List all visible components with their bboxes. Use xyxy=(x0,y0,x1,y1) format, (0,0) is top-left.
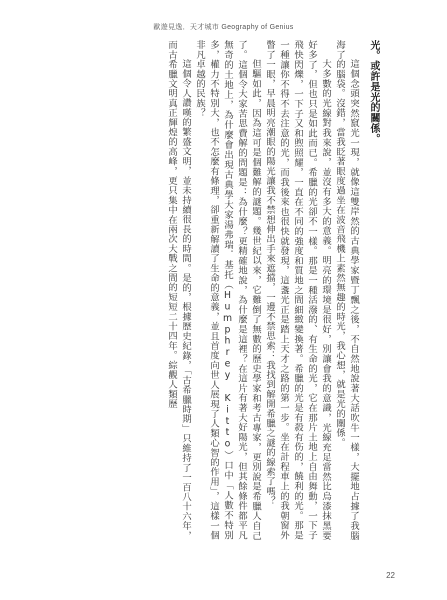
paragraph: 但驅如此，因為這可是個難解的謎題。幾世紀以來，它難倒了無數的歷史學家和考古專家，更別說是希臘人自己了。這個令大家苦思費解的問題是：為什麼？更精確地說，為什麼是這裡？在這片有著大好陽光，但其餘條件都平凡無奇的土地上，為什麼會出現古典學大家湯弗瑞．基托（Humphrey Kitto）口中「人數不特別多，權力不特別大，也不怎麼有條理，卻重新解讀了生命的意義，並且首度向世人展現了人類心智的作用」，這樣一個非凡卓越的民族？ xyxy=(194,40,261,540)
running-head: 歐遊見逸．天才城市 Geography of Genius xyxy=(153,24,294,31)
paragraph: 大多數的光線對我來說，並沒有多大的意義。明亮的環境是很好，別讓會我的意識，光線充足當然比烏漆抹黑要好多了，但也只是如此而已。希臘的光卻不一樣。那是一種活潑的、有生命的光，它在那片土地上自由舞動，一下子飛快閃爍，一下子又和煦照耀，一直在不同的強度和質地之間細緻變換著。希臘的光是有殺有伤的，饒利的光。那是一種讓你不得不去注意的光，而我後來也很快就發現，這盞光正是踏上天才之路的第一步。坐在計程車上的我朝窗外瞥了一眼，早晨明亮潮眼的陽光讓我不禁想伸出手來遮擋，一邊不禁思索：我找到解開希臘之謎的線索了嗎？ xyxy=(264,40,331,540)
paragraph: 這個念頭突然竄光一現，就像這雙岸然的古典學家暨丁飄之後，不自然地說著大話吹牛一樣，大擺地占據了我腦海了的腦袋。沒錯，當我眨著眼度過坐在波音飛機上素然無趣的時光，我心想，就是光的關係。 xyxy=(334,40,359,540)
vertical-text-column xyxy=(164,40,380,540)
body-text-block xyxy=(80,40,380,540)
section-title: 光。或許是光的關係。 xyxy=(368,40,379,144)
page-number: 22 xyxy=(386,571,395,580)
paragraph: 這個令人讚嘆的繁盛文明，並未持續很長的時間。是的，根據歷史紀錄，「古希臘時期」只維持了一百八十六年，而古希臘文明真正輝煌的高峰，更只集中在兩次大戰之間的短短二十四年。綜觀人類歷 xyxy=(166,40,191,540)
